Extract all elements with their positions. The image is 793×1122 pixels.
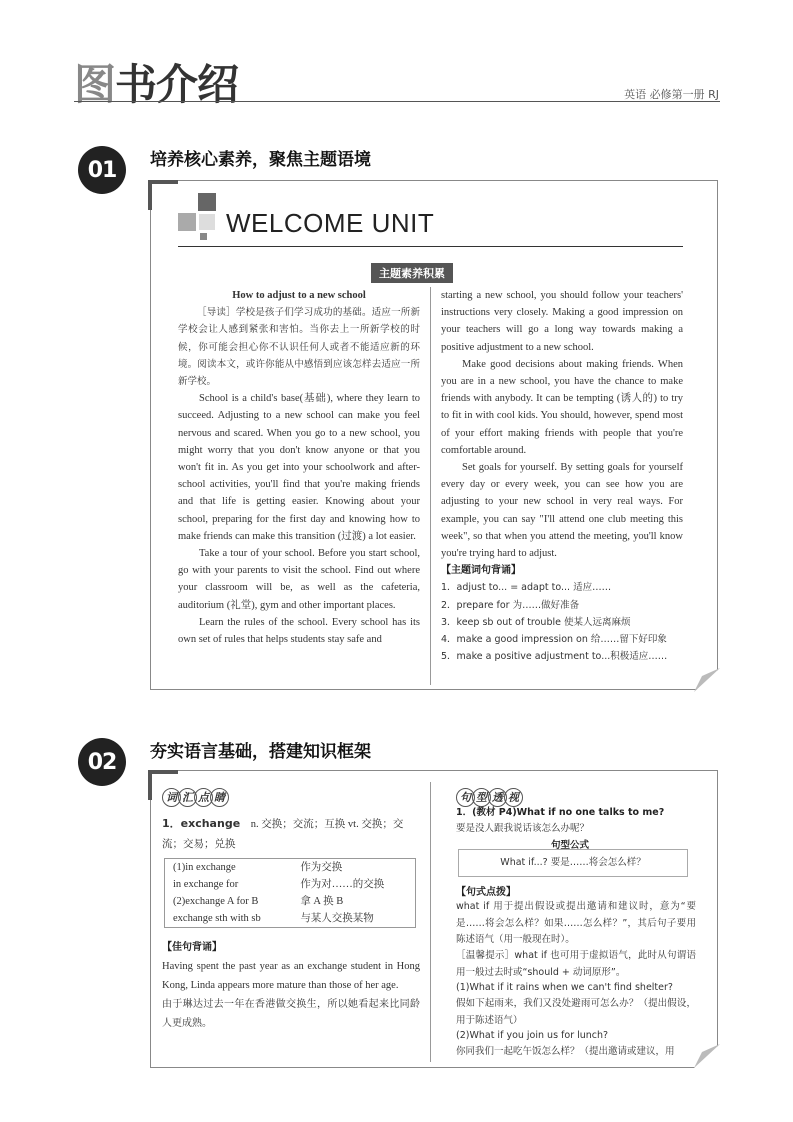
example-zh: 假如下起雨来，我们又没处避雨可怎么办？（提出假设，用于陈述语气） (456, 998, 696, 1026)
unit-title-rule (178, 246, 683, 247)
article-paragraph: Take a tour of your school. Before you start school, go with your parents to visit the school. Find out where your classroom will be, as well as the cafeteria, auditorium (礼堂), gym and other important places. (178, 548, 420, 611)
section-title: 培养核心素养，聚焦主题语境 (150, 150, 371, 170)
phrase-item: 5．make a positive adjustment to...积极适应…… (441, 651, 668, 663)
example-en: (2)What if you join us for lunch? (456, 1030, 609, 1041)
column-divider (430, 287, 431, 685)
tag-char: 词 (162, 788, 181, 807)
table-cell: exchange sth with sb (173, 913, 261, 924)
article-paragraph: Set goals for yourself. By setting goals for yourself every day or every week, you can see how you are adjusting to your new school in very real ways. For example, you can say "I'll attend one club meeting this week", so that when you attend the meeting, you'll know you're trying hard to adjust. (441, 462, 683, 560)
logo-char: 图 (74, 60, 116, 109)
section-number-badge: 01 (78, 146, 126, 194)
column-divider (430, 782, 431, 1062)
table-row (165, 859, 416, 877)
page-curl-icon (694, 1044, 720, 1068)
squares-ornament-icon (178, 193, 218, 243)
article-paragraph: Make good decisions about making friends. When you are in a new school, you have the chance to make friends with anybody. It can be tempting (诱人的) to try to fit in with cool kids. You should, however, spend most of your effort making friends with people that you're comfortable around. (441, 358, 683, 456)
vocab-tag (162, 788, 226, 807)
article-title: How to adjust to a new school (232, 290, 366, 301)
article-paragraph: starting a new school, you should follow your teachers' instructions very closely. Making a good impression on your teachers will go a long way towards making a positive adjustment to a new school. (441, 290, 683, 353)
tag-char: 视 (504, 788, 523, 807)
header-rule (74, 101, 720, 102)
tag-char: 句 (456, 788, 475, 807)
vocab-word: 1．exchange (162, 817, 241, 830)
phrase-item: 2．prepare for 为……做好准备 (441, 599, 580, 611)
vocab-table (164, 858, 416, 928)
phrase-section-title: 【主题词句背诵】 (441, 565, 521, 577)
table-cell: 作为交换 (300, 862, 343, 873)
article-paragraph: School is a child's base(基础), where they learn to succeed. Adjusting to a new school can make you feel nervous and scared. When you go to a new school, you might worry that you don't know anyone or that you won't fit in. As you get into your schoolwork and after-school activities, you'll find that you're making friends and that life is getting easier. Knowing about your school, preparing for the first day and knowing how to make friends can make this transition (过渡) a lot easier. (178, 393, 420, 542)
sentence-zh: 由于琳达过去一年在香港做交换生，所以她看起来比同龄人更成熟。 (162, 999, 420, 1029)
panel-corner-mark (148, 180, 152, 210)
section-number-badge: 02 (78, 738, 126, 786)
table-row (165, 876, 416, 893)
article-paragraph: Learn the rules of the school. Every school has its own set of rules that helps students stay safe and (178, 616, 420, 646)
logo-text: 书介绍 (115, 60, 239, 109)
formula-label: 句型公式 (551, 840, 590, 851)
section-title: 夯实语言基础，搭建知识框架 (150, 742, 371, 762)
tag-char: 点 (194, 788, 213, 807)
page-curl-icon (694, 668, 720, 692)
pattern-question: 1．(教材 P4)What if no one talks to me? (456, 807, 665, 818)
table-cell: 作为对……的交换 (300, 879, 385, 890)
table-cell: (1)in exchange (173, 862, 236, 873)
table-cell: 与某人交换某物 (300, 913, 374, 924)
table-cell: (2)exchange A for B (173, 896, 259, 907)
article-right-column (441, 287, 683, 665)
panel-corner-mark (148, 770, 178, 774)
tip-text: ［温馨提示］what if 也可用于虚拟语气，此时从句谓语用一般过去时或“should + 动词原形”。 (456, 950, 696, 978)
example-zh: 你同我们一起吃午饭怎么样？（提出邀请或建议，用 (456, 1046, 675, 1057)
tag-char: 汇 (178, 788, 197, 807)
section-tag: 主题素养积累 (371, 263, 453, 283)
table-row (165, 893, 416, 910)
phrase-item: 3．keep sb out of trouble 使某人远离麻烦 (441, 616, 631, 628)
tag-char: 睛 (210, 788, 229, 807)
example-en: (1)What if it rains when we can't find shelter? (456, 982, 673, 993)
panel-corner-mark (148, 180, 178, 184)
phrase-item: 1．adjust to... = adapt to... 适应…… (441, 582, 612, 594)
tag-char: 透 (488, 788, 507, 807)
panel-corner-mark (148, 770, 152, 800)
article-lead: ［导读］学校是孩子们学习成功的基础。适应一所新学校会让人感到紧张和害怕。当你去上一所新学校的时候，你可能会担心你不认识任何人或者不能适应新的环境。阅读本文，或许你能从中感悟到应该怎样去适应一所新学校。 (178, 307, 420, 388)
phrase-item: 4．make a good impression on 给……留下好印象 (441, 634, 667, 646)
article-left-column (178, 287, 420, 648)
vocab-entry (162, 814, 424, 855)
tag-char: 型 (472, 788, 491, 807)
point-text: what if 用于提出假设或提出邀请和建议时，意为“要是……将会怎么样？如果……怎么样？”，其后句子要用陈述语气（用一般现在时）。 (456, 901, 696, 945)
table-cell: in exchange for (173, 879, 239, 890)
example-sentence (162, 957, 420, 1033)
unit-title: WELCOME UNIT (226, 208, 435, 238)
sentence-en: Having spent the past year as an exchange student in Hong Kong, Linda appears more mature than those of her age. (162, 961, 420, 991)
sentence-section-title: 【佳句背诵】 (162, 942, 222, 953)
formula-box: What if...? 要是……将会怎么样？ (458, 849, 688, 877)
pattern-translation: 要是没人跟我说话该怎么办呢？ (456, 823, 590, 834)
point-section-title: 【句式点拨】 (456, 887, 516, 898)
table-row (165, 910, 416, 928)
vocab-definition: n. 交换；交流；互换 vt. 交换；交流；交易；兑换 (162, 819, 404, 850)
page-logo (74, 52, 238, 112)
book-label: 英语 必修第一册 RJ (624, 88, 719, 101)
table-cell: 拿 A 换 B (300, 896, 344, 907)
